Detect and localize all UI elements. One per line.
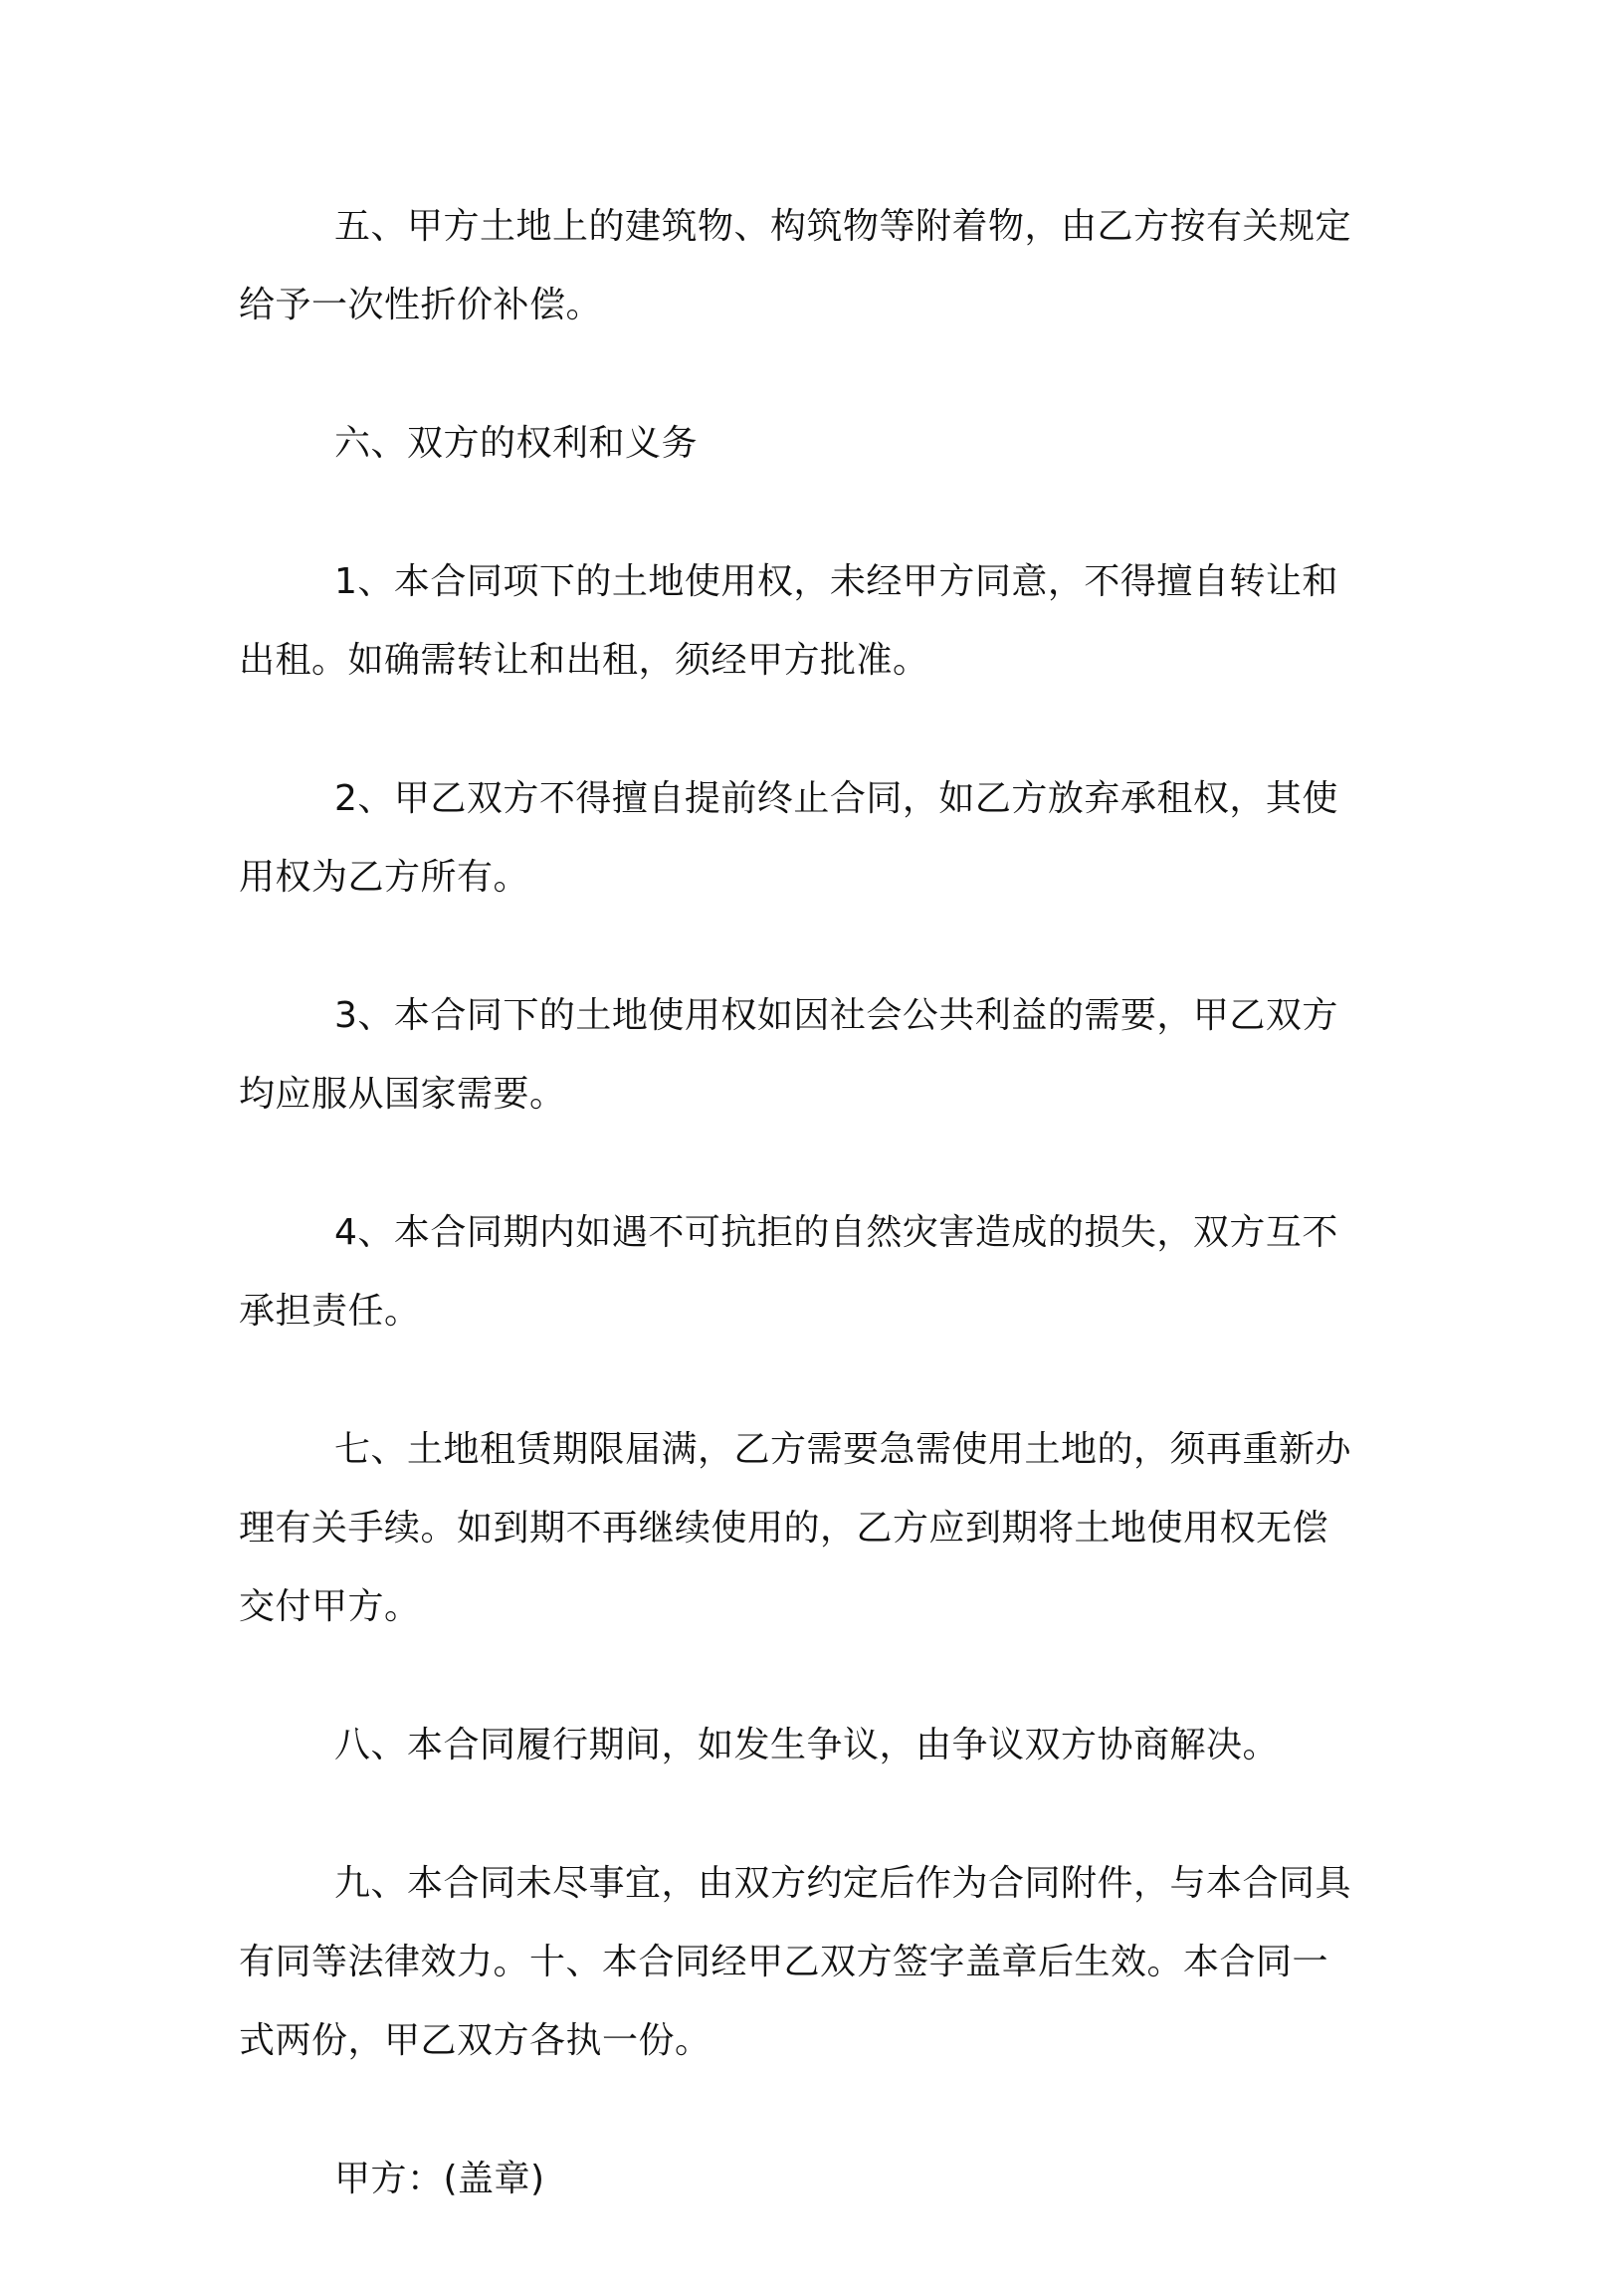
paragraph-line: 五、甲方土地上的建筑物、构筑物等附着物，由乙方按有关规定 <box>334 206 1352 247</box>
clause-6-4-paragraph <box>239 1193 1383 1350</box>
paragraph-line: 九、本合同未尽事宜，由双方约定后作为合同附件，与本合同具 <box>334 1863 1352 1904</box>
paragraph-line: 交付甲方。 <box>239 1586 421 1627</box>
clause-6-1-paragraph <box>239 542 1383 700</box>
clause-9-10-paragraph <box>239 1844 1383 2080</box>
paragraph-line: 式两份，甲乙双方各执一份。 <box>239 2020 711 2061</box>
paragraph-line: 承担责任。 <box>239 1291 421 1332</box>
clause-8-paragraph <box>239 1706 1383 1784</box>
clause-6-heading <box>239 404 1383 483</box>
signature-label: 甲方：(盖章) <box>334 2159 545 2199</box>
clause-6-3-paragraph <box>239 976 1383 1134</box>
paragraph-line: 七、土地租赁期限届满，乙方需要急需使用土地的，须再重新办 <box>334 1429 1352 1470</box>
paragraph-line: 八、本合同履行期间，如发生争议，由争议双方协商解决。 <box>334 1725 1280 1765</box>
paragraph-line: 均应服从国家需要。 <box>239 1074 566 1115</box>
paragraph-line: 用权为乙方所有。 <box>239 857 530 898</box>
section-heading-line: 六、双方的权利和义务 <box>334 423 699 464</box>
paragraph-line: 理有关手续。如到期不再继续使用的，乙方应到期将土地使用权无偿 <box>239 1508 1329 1549</box>
clause-5-paragraph <box>239 187 1383 344</box>
paragraph-line: 2、甲乙双方不得擅自提前终止合同，如乙方放弃承租权，其使 <box>334 778 1338 819</box>
paragraph-line: 1、本合同项下的土地使用权，未经甲方同意，不得擅自转让和 <box>334 561 1338 602</box>
paragraph-line: 给予一次性折价补偿。 <box>239 285 603 325</box>
clause-7-paragraph <box>239 1410 1383 1646</box>
paragraph-line: 出租。如确需转让和出租，须经甲方批准。 <box>239 640 929 681</box>
paragraph-line: 有同等法律效力。十、本合同经甲乙双方签字盖章后生效。本合同一 <box>239 1942 1329 1982</box>
party-a-signature-line <box>239 2140 1383 2218</box>
clause-6-2-paragraph <box>239 759 1383 917</box>
paragraph-line: 3、本合同下的土地使用权如因社会公共利益的需要，甲乙双方 <box>334 995 1338 1036</box>
paragraph-line: 4、本合同期内如遇不可抗拒的自然灾害造成的损失，双方互不 <box>334 1212 1338 1253</box>
contract-body <box>239 187 1383 2278</box>
